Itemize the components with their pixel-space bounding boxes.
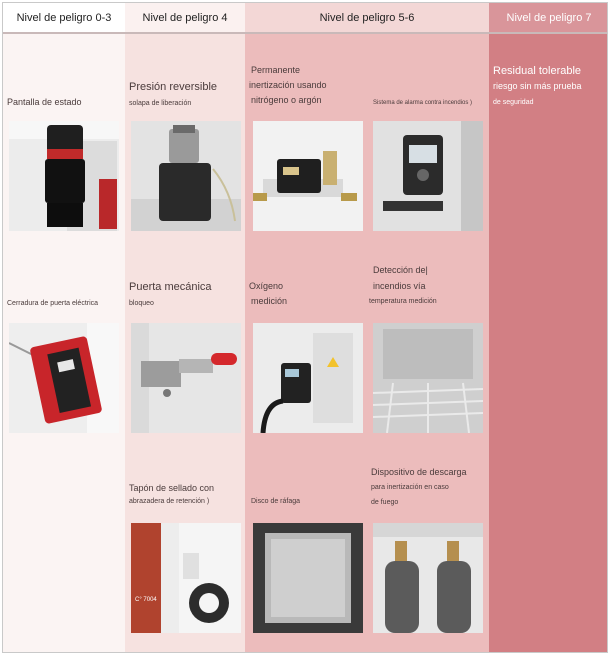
label-of-fire: de fuego — [371, 499, 399, 506]
door-lock-photo — [9, 323, 119, 433]
label-reversible-pressure: Presión reversible — [129, 81, 218, 93]
oxygen-meter-photo — [253, 323, 363, 433]
label-discharge-device: Dispositivo de descarga — [371, 467, 467, 477]
label-measurement: medición — [251, 296, 288, 306]
photo-caption-code: C° 7004 — [135, 597, 157, 603]
sealing-plug-photo — [131, 523, 241, 633]
label-burst-disc: Disco de ráfaga — [251, 498, 301, 505]
label-sealing-plug: Tapón de sellado con — [129, 483, 215, 493]
label-mechanical-door: Puerta mecánica — [129, 281, 212, 293]
alarm-panel-photo — [373, 121, 483, 231]
status-tower-photo — [9, 121, 119, 231]
header-level-7: Nivel de peligro 7 — [489, 3, 608, 34]
burst-disc-photo — [253, 523, 363, 633]
label-release-flap: solapa de liberación — [129, 100, 192, 107]
label-temperature-measurement: temperatura medición — [369, 298, 437, 305]
label-retaining-clamp: abrazadera de retención ) — [129, 498, 210, 505]
gas-flow-photo — [253, 121, 363, 231]
label-for-inerting: para inertización en caso — [371, 484, 449, 491]
label-status-display: Pantalla de estado — [7, 97, 82, 107]
label-safety: de seguridad — [493, 99, 534, 106]
label-inerting-using: inertización usando — [249, 80, 327, 90]
mechanical-lock-photo — [131, 323, 241, 433]
label-door-lock-mech: bloqueo — [129, 300, 154, 307]
label-fire-detection: Detección de| — [373, 265, 428, 275]
release-flap-photo — [131, 121, 241, 231]
header-level-0-3: Nivel de peligro 0-3 — [3, 3, 125, 34]
label-door-lock: Cerradura de puerta eléctrica — [7, 300, 99, 307]
label-fire-alarm: Sistema de alarma contra incendios ) — [373, 100, 473, 106]
label-residual-tolerable: Residual tolerable — [493, 65, 582, 77]
header-level-5-6: Nivel de peligro 5-6 — [245, 3, 489, 34]
header-level-4: Nivel de peligro 4 — [125, 3, 245, 34]
gas-cylinders-photo — [373, 523, 483, 633]
temperature-grid-photo — [373, 323, 483, 433]
label-oxygen: Oxígeno — [249, 281, 284, 291]
label-fires-via: incendios vía — [373, 281, 426, 291]
label-nitrogen-argon: nitrógeno o argón — [251, 95, 322, 105]
label-risk-no-test: riesgo sin más prueba — [493, 81, 582, 91]
hazard-level-diagram — [2, 2, 608, 653]
label-permanent: Permanente — [251, 65, 301, 75]
